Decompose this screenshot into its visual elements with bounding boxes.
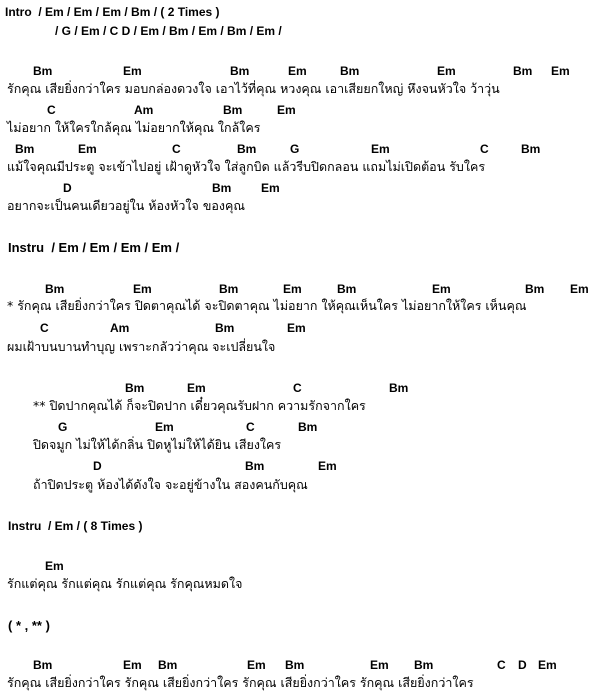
chord: Bm	[230, 64, 250, 78]
chord: Bm	[298, 420, 318, 434]
chord: Bm	[245, 459, 265, 473]
chord: Em	[288, 64, 307, 78]
lyric-line: ** ปิดปากคุณได้ ก็จะปิดปาก เดี๋ยวคุณรับฝาก ความรักจากใคร	[33, 398, 366, 413]
chord: Em	[277, 103, 296, 117]
chord: Bm	[525, 282, 545, 296]
chord: Em	[371, 142, 390, 156]
lyric-line: * รักคุณ เสียยิ่งกว่าใคร ปิดตาคุณได้ จะปิดตาคุณ ไม่อยาก ให้คุณเห็นใคร ไม่อยากให้ใคร เห็นคุณ	[7, 298, 527, 313]
chord: Em	[287, 321, 306, 335]
chord: Em	[551, 64, 570, 78]
lyric-line: แม้ใจคุณมีประตู จะเข้าไปอยู่ เฝ้าดูหัวใจ ใส่ลูกบิด แล้วรีบปิดกลอน แถมไม่เปิดต้อน รับใคร	[7, 159, 486, 174]
lyric-line: อยากจะเป็นคนเดียวอยู่ใน ห้องหัวใจ ของคุณ	[7, 198, 245, 213]
chord: Bm	[237, 142, 257, 156]
lyric-line: ผมเฝ้าบนบานทำบุญ เพราะกลัวว่าคุณ จะเปลี่ยนใจ	[7, 339, 276, 354]
chord: D	[63, 181, 72, 195]
chord: Em	[370, 658, 389, 672]
lyric-line: รักคุณ เสียยิ่งกว่าใคร มอบกล่องดวงใจ เอาไว้ที่คุณ หวงคุณ เอาเสียยกใหญ่ หึงจนหัวใจ ว้าวุ่น	[7, 81, 500, 96]
chord: Bm	[521, 142, 541, 156]
chord: G	[290, 142, 300, 156]
chord: Em	[155, 420, 174, 434]
chord: Bm	[223, 103, 243, 117]
chord: C	[40, 321, 49, 335]
chord: Em	[123, 64, 142, 78]
chord: C	[497, 658, 506, 672]
lyric-line: ถ้าปิดประตู ห้องได้ดังใจ จะอยู่ข้างใน สองคนกับคุณ	[33, 477, 308, 492]
lyric-line: รักแต่คุณ รักแต่คุณ รักแต่คุณ รักคุณหมดใจ	[7, 576, 243, 591]
instru-line-1: Instru / Em / Em / Em / Em /	[8, 240, 180, 255]
instru-line-2: Instru / Em / ( 8 Times )	[8, 519, 143, 533]
lyric-line: ไม่อยาก ให้ใครใกล้คุณ ไม่อยากให้คุณ ใกล้ใคร	[7, 120, 261, 135]
chord: D	[518, 658, 527, 672]
lyric-line: รักคุณ เสียยิ่งกว่าใคร รักคุณ เสียยิ่งกว่าใคร รักคุณ เสียยิ่งกว่าใคร รักคุณ เสียยิ่งกว่าใคร	[7, 675, 474, 690]
chord: Em	[187, 381, 206, 395]
chord: Em	[123, 658, 142, 672]
chord: Em	[261, 181, 280, 195]
chord: Bm	[513, 64, 533, 78]
chord: C	[293, 381, 302, 395]
chord: Em	[538, 658, 557, 672]
chord: Bm	[414, 658, 434, 672]
chord: C	[246, 420, 255, 434]
chord: D	[93, 459, 102, 473]
chord: Bm	[340, 64, 360, 78]
chord: Bm	[215, 321, 235, 335]
chord: C	[47, 103, 56, 117]
chord: C	[172, 142, 181, 156]
chord: Bm	[389, 381, 409, 395]
lyric-line: ปิดจมูก ไม่ให้ได้กลิ่น ปิดหูไม่ให้ได้ยิน เสียงใคร	[33, 437, 282, 452]
chord: Em	[133, 282, 152, 296]
repeat-marker: ( * , ** )	[8, 618, 50, 633]
chord: Bm	[219, 282, 239, 296]
chord: Em	[247, 658, 266, 672]
chord: G	[58, 420, 68, 434]
intro-line-1: Intro / Em / Em / Em / Bm / ( 2 Times )	[5, 5, 220, 19]
chord: Bm	[33, 64, 53, 78]
chord: Em	[570, 282, 589, 296]
chord: C	[480, 142, 489, 156]
chord: Bm	[125, 381, 145, 395]
chord: Bm	[45, 282, 65, 296]
chord: Am	[110, 321, 130, 335]
chord: Bm	[212, 181, 232, 195]
chord: Bm	[158, 658, 178, 672]
chord: Bm	[337, 282, 357, 296]
chord: Em	[283, 282, 302, 296]
chord: Am	[134, 103, 154, 117]
chord: Em	[432, 282, 451, 296]
chord: Em	[78, 142, 97, 156]
chord: Bm	[285, 658, 305, 672]
chord: Em	[437, 64, 456, 78]
intro-line-2: / G / Em / C D / Em / Bm / Em / Bm / Em /	[55, 24, 282, 38]
chord: Em	[45, 559, 64, 573]
chord: Bm	[15, 142, 35, 156]
chord: Em	[318, 459, 337, 473]
chord: Bm	[33, 658, 53, 672]
